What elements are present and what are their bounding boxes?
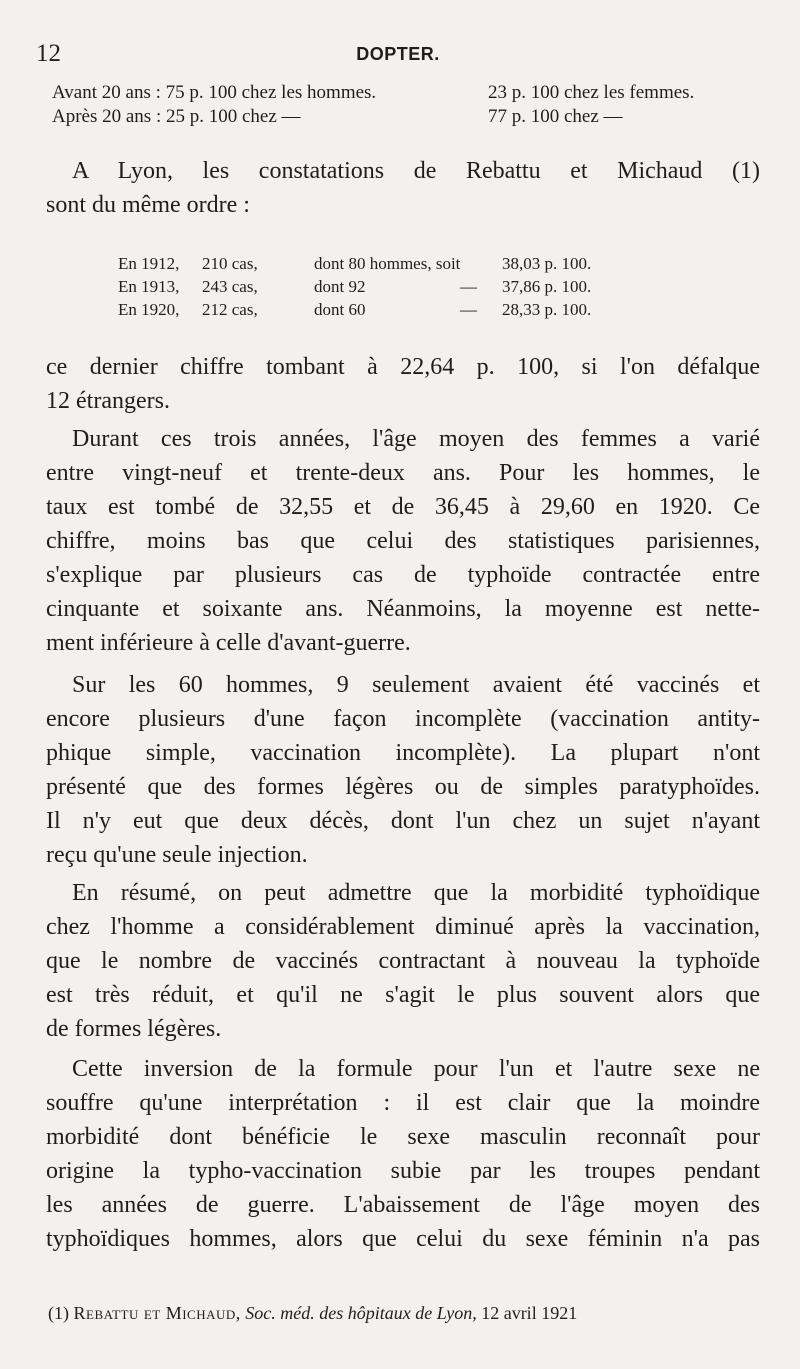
paragraph-resume bbox=[46, 876, 760, 1046]
text-line: souffre qu'une interprétation : il est clair que la moindre bbox=[46, 1090, 760, 1116]
text-line: entre vingt-neuf et trente-deux ans. Pour les hommes, le bbox=[46, 460, 760, 486]
stats-row bbox=[118, 277, 718, 300]
text-line: de formes légères. bbox=[46, 1016, 222, 1042]
stats-percent: 37,86 p. 100. bbox=[502, 277, 592, 296]
age-women: 23 p. 100 chez les femmes. bbox=[488, 82, 695, 103]
footnote-date: 12 avril 1921 bbox=[481, 1303, 578, 1323]
page-header bbox=[36, 40, 760, 76]
paragraph-durant bbox=[46, 422, 760, 660]
text-line: Sur les 60 hommes, 9 seulement avaient été vaccinés et bbox=[72, 672, 760, 698]
text-line: Il n'y eut que deux décès, dont l'un chez un sujet n'ayant bbox=[46, 808, 760, 834]
stats-row bbox=[118, 300, 718, 323]
age-men: Avant 20 ans : 75 p. 100 chez les hommes. bbox=[52, 82, 377, 103]
text-line: encore plusieurs d'une façon incomplète (vaccination antity- bbox=[46, 706, 760, 732]
text-line: est très réduit, et qu'il ne s'agit le plus souvent alors que bbox=[46, 982, 760, 1008]
text-line: les années de guerre. L'abaissement de l'âge moyen des bbox=[46, 1192, 760, 1218]
text-line: sont du même ordre : bbox=[46, 192, 250, 218]
age-row bbox=[52, 82, 764, 106]
stats-cases: 243 cas, bbox=[202, 277, 258, 296]
text-line: reçu qu'une seule injection. bbox=[46, 842, 308, 868]
stats-cases: 210 cas, bbox=[202, 254, 258, 273]
footnote-journal: Soc. méd. des hôpitaux de Lyon, bbox=[245, 1303, 477, 1323]
paragraph-sur bbox=[46, 668, 760, 872]
text-line: A Lyon, les constatations de Rebattu et Michaud (1) bbox=[72, 158, 760, 184]
text-line: typhoïdiques hommes, alors que celui du sexe féminin n'a pas bbox=[46, 1226, 760, 1252]
stats-percent: 38,03 p. 100. bbox=[502, 254, 592, 273]
paragraph-lyon bbox=[46, 154, 760, 222]
text-line: s'explique par plusieurs cas de typhoïde contractée entre bbox=[46, 562, 760, 588]
stats-men: dont 60 bbox=[314, 300, 366, 319]
running-head: DOPTER. bbox=[356, 44, 440, 64]
text-line: morbidité dont bénéficie le sexe masculin reconnaît pour bbox=[46, 1124, 760, 1150]
text-line: ment inférieure à celle d'avant-guerre. bbox=[46, 630, 411, 656]
text-line: que le nombre de vaccinés contractant à nouveau la typhoïde bbox=[46, 948, 760, 974]
footnote-marker: (1) bbox=[48, 1303, 69, 1323]
text-line: taux est tombé de 32,55 et de 36,45 à 29,60 en 1920. Ce bbox=[46, 494, 760, 520]
stats-percent: 28,33 p. 100. bbox=[502, 300, 592, 319]
stats-dash: — bbox=[460, 277, 477, 296]
text-line: chiffre, moins bas que celui des statistiques parisiennes, bbox=[46, 528, 760, 554]
text-line: chez l'homme a considérablement diminué après la vaccination, bbox=[46, 914, 760, 940]
stats-dash: — bbox=[460, 300, 477, 319]
paragraph-inversion bbox=[46, 1052, 760, 1256]
text-line: origine la typho-vaccination subie par les troupes pendant bbox=[46, 1158, 760, 1184]
stats-year: En 1912, bbox=[118, 254, 180, 273]
age-row bbox=[52, 106, 764, 130]
footnote-authors: Rebattu et Michaud, bbox=[73, 1303, 241, 1323]
text-line: phique simple, vaccination incomplète). La plupart n'ont bbox=[46, 740, 760, 766]
paragraph-chiffre bbox=[46, 350, 760, 418]
text-line: présenté que des formes légères ou de simples paratyphoïdes. bbox=[46, 774, 760, 800]
text-line: ce dernier chiffre tombant à 22,64 p. 100, si l'on défalque bbox=[46, 354, 760, 380]
age-women: 77 p. 100 chez — bbox=[488, 106, 623, 127]
text-line: Durant ces trois années, l'âge moyen des femmes a varié bbox=[72, 426, 760, 452]
text-line: cinquante et soixante ans. Néanmoins, la moyenne est nette- bbox=[46, 596, 760, 622]
text-line: En résumé, on peut admettre que la morbidité typhoïdique bbox=[72, 880, 760, 906]
text-line: 12 étrangers. bbox=[46, 388, 170, 414]
stats-men: dont 92 bbox=[314, 277, 366, 296]
stats-year: En 1920, bbox=[118, 300, 180, 319]
age-comparison bbox=[52, 82, 764, 130]
lyon-statistics bbox=[118, 254, 718, 323]
footnote bbox=[48, 1303, 756, 1324]
stats-year: En 1913, bbox=[118, 277, 180, 296]
page-number: 12 bbox=[36, 40, 61, 67]
stats-cases: 212 cas, bbox=[202, 300, 258, 319]
stats-row bbox=[118, 254, 718, 277]
age-men: Après 20 ans : 25 p. 100 chez — bbox=[52, 106, 301, 127]
stats-men: dont 80 hommes, soit bbox=[314, 254, 461, 273]
text-line: Cette inversion de la formule pour l'un et l'autre sexe ne bbox=[72, 1056, 760, 1082]
